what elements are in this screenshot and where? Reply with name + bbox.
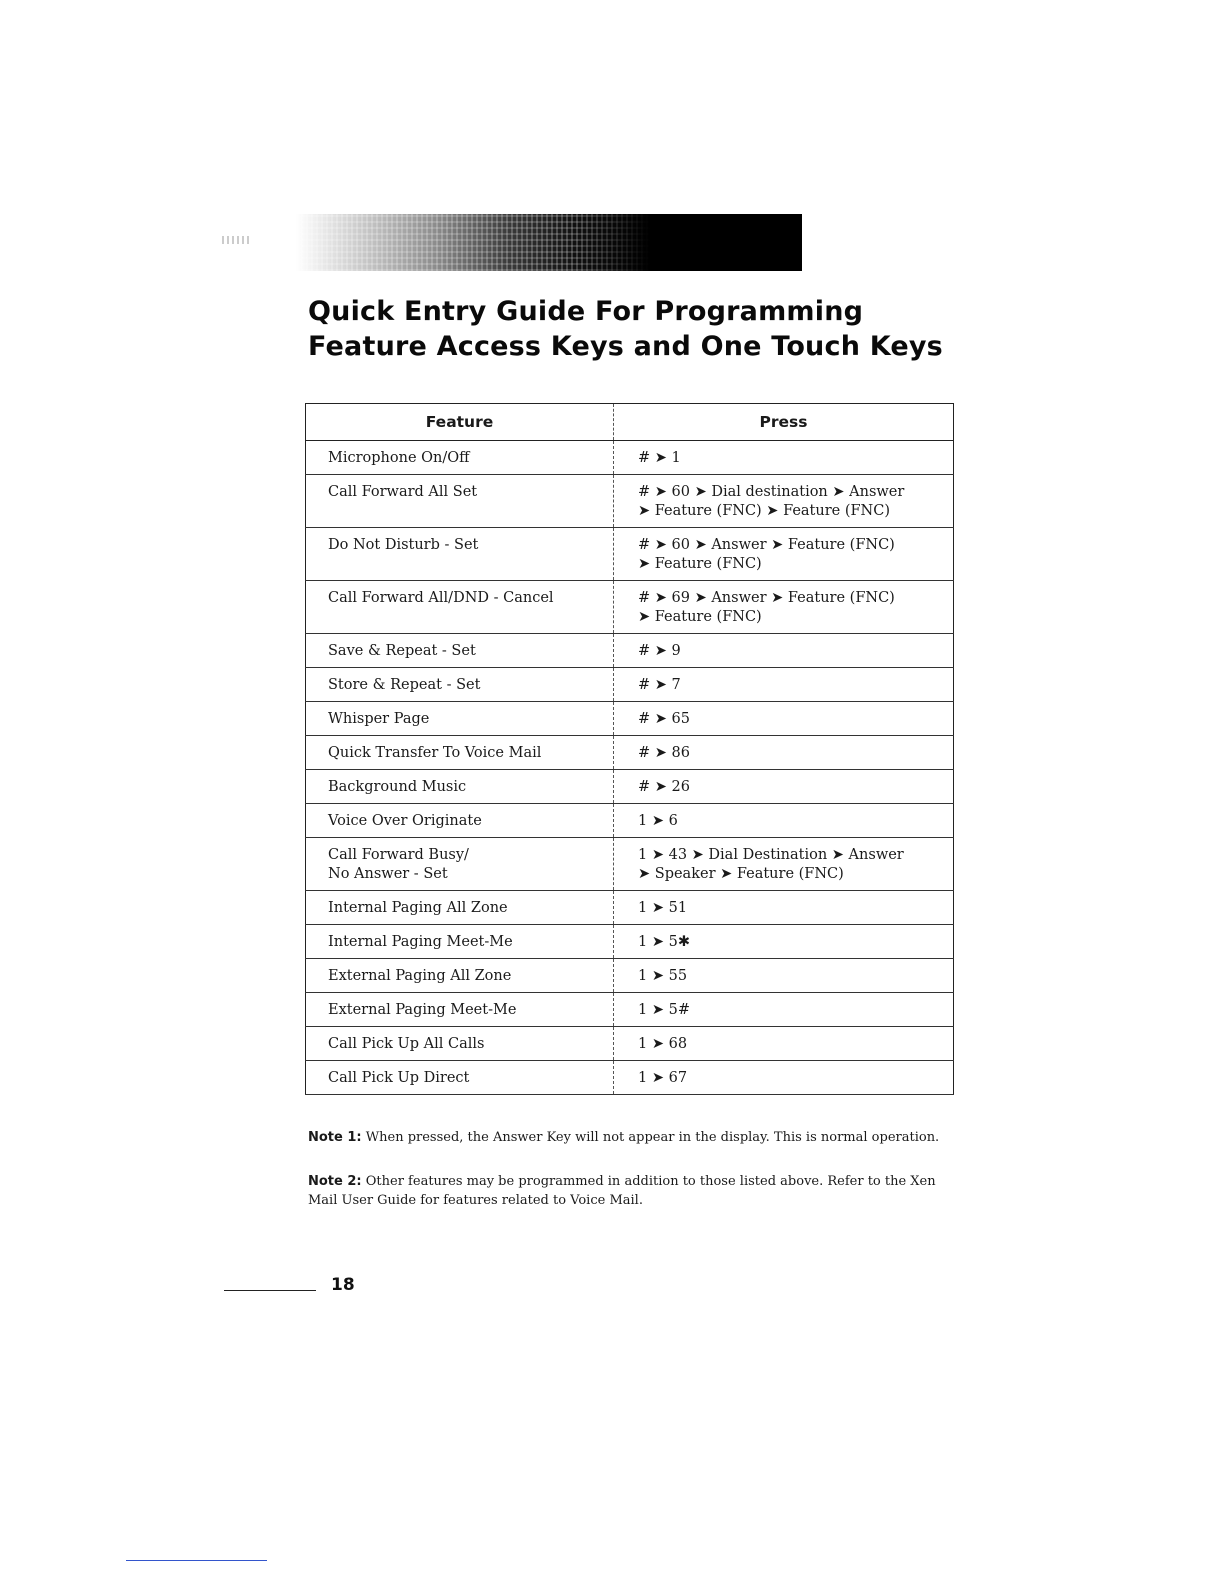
feature-cell: [306, 634, 614, 668]
feature-text: Voice Over Originate: [328, 813, 482, 829]
feature-cell: [306, 925, 614, 959]
feature-text: Internal Paging Meet-Me: [328, 934, 513, 950]
feature-text: Microphone On/Off: [328, 450, 470, 466]
feature-cell: [306, 668, 614, 702]
press-sequence: # ➤ 26: [638, 779, 690, 795]
feature-text: Quick Transfer To Voice Mail: [328, 745, 542, 761]
note-1-label: Note 1:: [308, 1130, 362, 1145]
press-sequence: # ➤ 65: [638, 711, 690, 727]
note-2: [308, 1172, 948, 1210]
feature-cell: [306, 441, 614, 475]
press-sequence: ➤ Speaker ➤ Feature (FNC): [638, 866, 844, 882]
note-2-text: Other features may be programmed in addition to those listed above. Refer to the Xen Mail User Guide for features related to Voice Mail.: [308, 1174, 936, 1208]
press-sequence: 1 ➤ 67: [638, 1070, 688, 1086]
press-cell: [614, 634, 954, 668]
press-cell: [614, 770, 954, 804]
note-1: [308, 1128, 948, 1147]
feature-cell: [306, 702, 614, 736]
press-sequence: 1 ➤ 55: [638, 968, 688, 984]
table-header-row: [306, 404, 954, 441]
press-cell: [614, 475, 954, 528]
table-row: [306, 634, 954, 668]
feature-text: Whisper Page: [328, 711, 430, 727]
feature-text: No Answer - Set: [328, 866, 448, 882]
table-row: [306, 1027, 954, 1061]
press-sequence: 1 ➤ 68: [638, 1036, 688, 1052]
quick-entry-table: [305, 403, 954, 1095]
note-2-label: Note 2:: [308, 1174, 362, 1189]
column-header-press: Press: [614, 404, 954, 441]
feature-text: Do Not Disturb - Set: [328, 537, 479, 553]
table-row: [306, 736, 954, 770]
press-sequence: # ➤ 60 ➤ Answer ➤ Feature (FNC): [638, 537, 895, 553]
feature-cell: [306, 1061, 614, 1095]
feature-cell: [306, 838, 614, 891]
feature-cell: [306, 891, 614, 925]
press-sequence: 1 ➤ 5#: [638, 1002, 690, 1018]
press-sequence: # ➤ 7: [638, 677, 681, 693]
feature-text: Background Music: [328, 779, 467, 795]
feature-cell: [306, 736, 614, 770]
table-row: [306, 1061, 954, 1095]
feature-cell: [306, 1027, 614, 1061]
feature-cell: [306, 959, 614, 993]
press-cell: [614, 838, 954, 891]
feature-cell: [306, 581, 614, 634]
table-row: [306, 891, 954, 925]
press-cell: [614, 581, 954, 634]
press-cell: [614, 891, 954, 925]
page-title-line-2: Feature Access Keys and One Touch Keys: [308, 331, 943, 362]
press-sequence: 1 ➤ 6: [638, 813, 678, 829]
scan-speckle: [222, 236, 250, 244]
table-row: [306, 668, 954, 702]
press-cell: [614, 441, 954, 475]
note-1-text: When pressed, the Answer Key will not appear in the display. This is normal operation.: [365, 1130, 940, 1145]
press-sequence: # ➤ 60 ➤ Dial destination ➤ Answer: [638, 484, 905, 500]
table-row: [306, 475, 954, 528]
feature-cell: [306, 475, 614, 528]
feature-text: Internal Paging All Zone: [328, 900, 508, 916]
table-row: [306, 959, 954, 993]
press-cell: [614, 1061, 954, 1095]
table-row: [306, 838, 954, 891]
table-row: [306, 925, 954, 959]
feature-cell: [306, 804, 614, 838]
feature-cell: [306, 528, 614, 581]
feature-text: Save & Repeat - Set: [328, 643, 476, 659]
press-cell: [614, 702, 954, 736]
page-title-line-1: Quick Entry Guide For Programming: [308, 296, 864, 327]
table-row: [306, 993, 954, 1027]
table-row: [306, 528, 954, 581]
table-row: [306, 804, 954, 838]
feature-text: External Paging All Zone: [328, 968, 512, 984]
press-cell: [614, 528, 954, 581]
header-graphic-band: [296, 214, 802, 271]
table-body: [306, 441, 954, 1095]
table-row: [306, 702, 954, 736]
column-header-feature: Feature: [306, 404, 614, 441]
feature-text: External Paging Meet-Me: [328, 1002, 517, 1018]
press-sequence: 1 ➤ 43 ➤ Dial Destination ➤ Answer: [638, 847, 904, 863]
press-cell: [614, 804, 954, 838]
press-sequence: # ➤ 86: [638, 745, 690, 761]
press-cell: [614, 1027, 954, 1061]
press-sequence: # ➤ 9: [638, 643, 681, 659]
feature-text: Call Forward All Set: [328, 484, 478, 500]
press-cell: [614, 668, 954, 702]
feature-text: Call Pick Up Direct: [328, 1070, 470, 1086]
press-cell: [614, 925, 954, 959]
page-title: [308, 294, 943, 364]
press-sequence: 1 ➤ 5✱: [638, 934, 690, 950]
feature-text: Call Forward All/DND - Cancel: [328, 590, 554, 606]
feature-cell: [306, 770, 614, 804]
press-sequence: ➤ Feature (FNC): [638, 609, 762, 625]
press-cell: [614, 736, 954, 770]
press-sequence: 1 ➤ 51: [638, 900, 688, 916]
feature-text: Call Pick Up All Calls: [328, 1036, 485, 1052]
table-row: [306, 581, 954, 634]
press-sequence: ➤ Feature (FNC) ➤ Feature (FNC): [638, 503, 891, 519]
press-cell: [614, 993, 954, 1027]
press-sequence: # ➤ 69 ➤ Answer ➤ Feature (FNC): [638, 590, 895, 606]
bottom-rule: [126, 1560, 267, 1561]
press-sequence: ➤ Feature (FNC): [638, 556, 762, 572]
page-number: 18: [331, 1275, 355, 1295]
footer-rule: [224, 1290, 316, 1291]
feature-text: Store & Repeat - Set: [328, 677, 481, 693]
feature-text: Call Forward Busy/: [328, 847, 469, 863]
feature-cell: [306, 993, 614, 1027]
press-cell: [614, 959, 954, 993]
table-row: [306, 770, 954, 804]
press-sequence: # ➤ 1: [638, 450, 681, 466]
table-row: [306, 441, 954, 475]
